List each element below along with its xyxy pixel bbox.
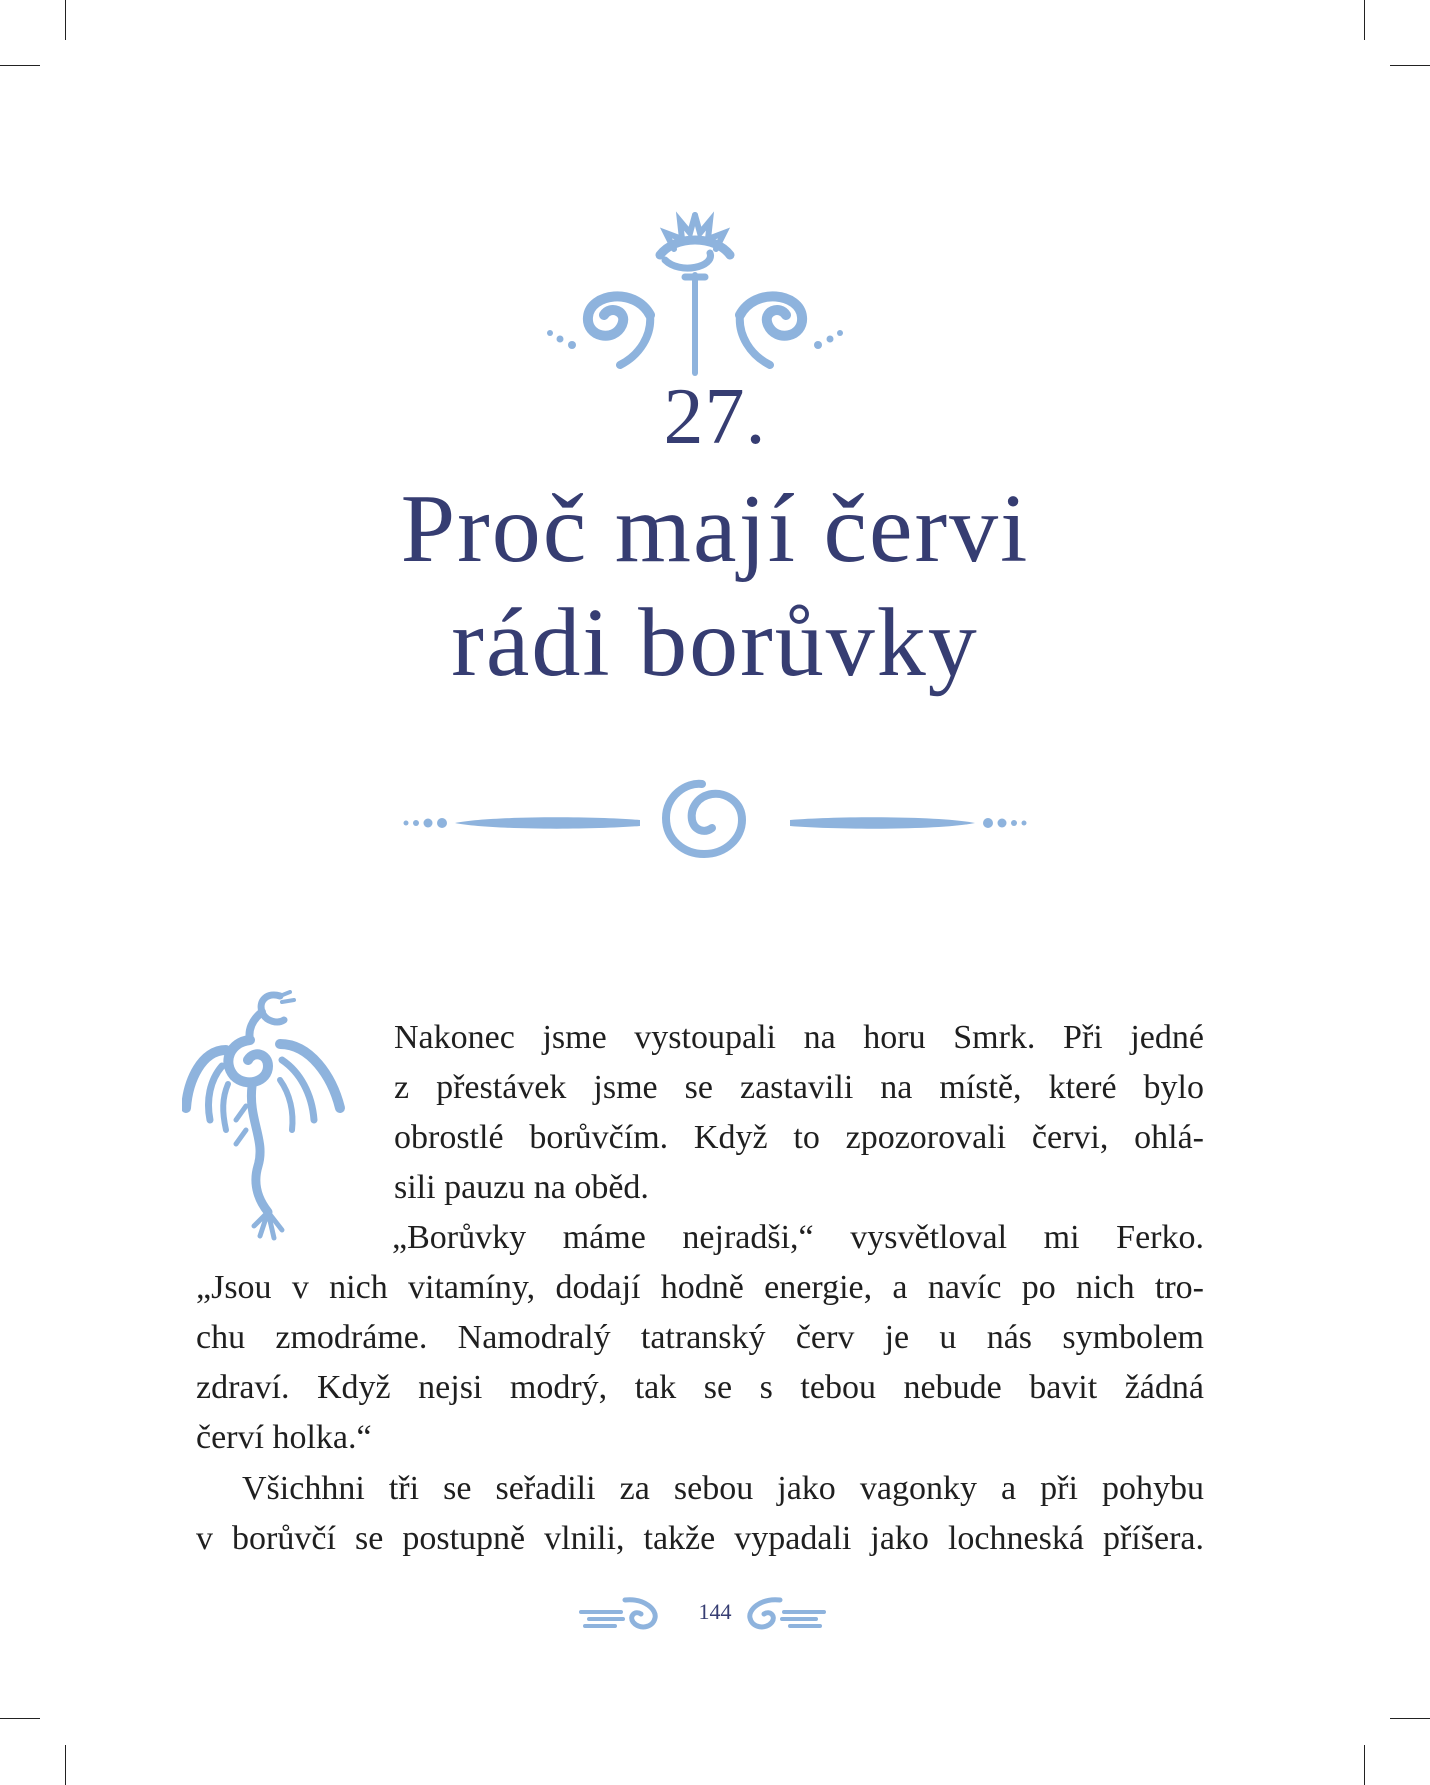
text-line: Všichhni tři se seřadili za sebou jako vagonky a při pohybu [242,1470,1204,1507]
chapter-number: 27. [663,373,767,461]
page-number: 144 [698,1599,732,1624]
chapter-title [0,472,1430,700]
chapter-title-line: rádi borůvky [451,589,979,697]
crop-mark [1364,1745,1365,1785]
text-line: „Borůvky máme nejradši,“ vysvětloval mi Ferko. [392,1219,1204,1256]
dragon-icon [182,990,352,1245]
text-line: v borůvčí se postupně vlnili, takže vypadali jako lochneská příšera. [196,1520,1204,1557]
chapter-title-line: Proč mají červi [400,475,1030,583]
crop-mark [0,65,40,66]
crop-mark [1390,65,1430,66]
text-line: obrostlé borůvčím. Když to zpozorovali červi, ohlá- [394,1119,1204,1156]
crop-mark [1390,1718,1430,1719]
text-line: chu zmodráme. Namodralý tatranský červ je u nás symbolem [196,1319,1204,1356]
text-line: červí holka.“ [196,1419,372,1456]
crop-mark [0,1718,40,1719]
crop-mark [65,1745,66,1785]
crop-mark [65,0,66,40]
text-line: zdraví. Když nejsi modrý, tak se s tebou nebude bavit žádná [196,1369,1204,1406]
crop-mark [1364,0,1365,40]
body-paragraph [196,1213,1204,1463]
flourish-ornament-icon [540,205,850,385]
spiral-divider-icon [400,778,1030,858]
text-line: „Jsou v nich vitamíny, dodají hodně energie, a navíc po nich tro- [196,1269,1204,1306]
body-paragraph [196,1464,1204,1564]
text-line: sili pauzu na oběd. [394,1169,649,1206]
text-line: z přestávek jsme se zastavili na místě, které bylo [394,1069,1204,1106]
body-paragraph [394,1013,1204,1213]
text-line: Nakonec jsme vystoupali na horu Smrk. Při jedné [394,1019,1204,1056]
